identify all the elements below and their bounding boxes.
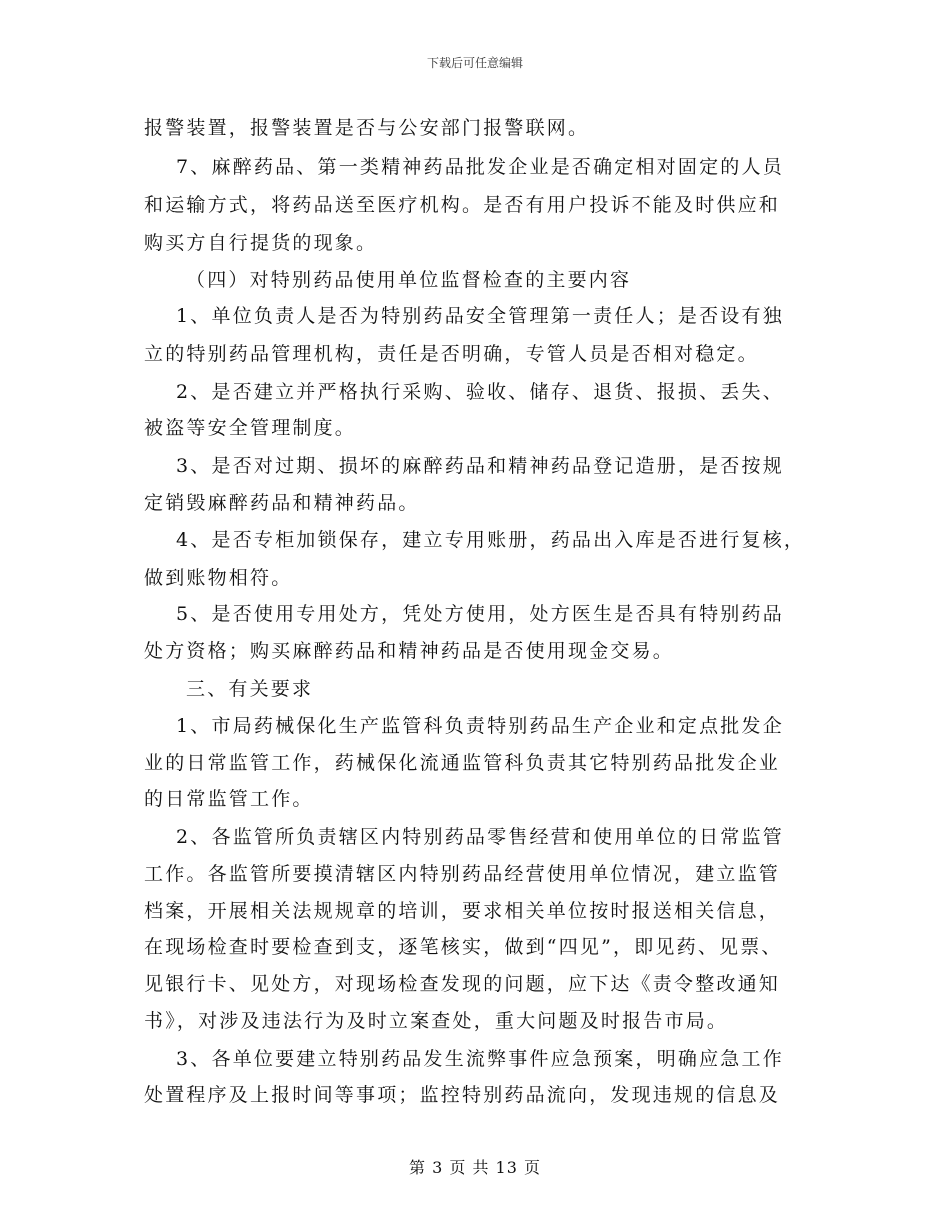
text-line: 1、单位负责人是否为特别药品安全管理第一责任人；是否设有独 <box>176 305 784 327</box>
text-line: 业的日常监管工作，药械保化流通监管科负责其它特别药品批发企业 <box>144 752 781 774</box>
text-line: 档案，开展相关法规规章的培训，要求相关单位按时报送相关信息， <box>144 900 781 922</box>
text-line: 被盗等安全管理制度。 <box>144 417 357 439</box>
text-line: 和运输方式，将药品送至医疗机构。是否有用户投诉不能及时供应和 <box>144 194 781 216</box>
page-number: 第 3 页 共 13 页 <box>409 1158 541 1177</box>
text-line: 2、各监管所负责辖区内特别药品零售经营和使用单位的日常监管 <box>176 826 784 848</box>
text-line: 4、是否专柜加锁保存，建立专用账册，药品出入库是否进行复核， <box>176 529 806 551</box>
text-line: 处方资格；购买麻醉药品和精神药品是否使用现金交易。 <box>144 640 675 662</box>
text-line: 工作。各监管所要摸清辖区内特别药品经营使用单位情况，建立监管 <box>144 863 781 885</box>
text-line: 立的特别药品管理机构，责任是否明确，专管人员是否相对稳定。 <box>144 343 759 365</box>
text-line: 在现场检查时要检查到支，逐笔核实，做到“四见”，即见药、见票、 <box>144 936 783 958</box>
text-line: 1、市局药械保化生产监管科负责特别药品生产企业和定点批发企 <box>176 715 784 737</box>
text-line: 处置程序及上报时间等事项；监控特别药品流向，发现违规的信息及 <box>144 1084 781 1106</box>
text-line: 5、是否使用专用处方，凭处方使用，处方医生是否具有特别药品 <box>176 603 784 625</box>
text-line: 3、各单位要建立特别药品发生流弊事件应急预案，明确应急工作 <box>176 1048 784 1070</box>
text-line: 3、是否对过期、损坏的麻醉药品和精神药品登记造册，是否按规 <box>176 455 784 477</box>
section-heading: （四）对特别药品使用单位监督检查的主要内容 <box>186 269 632 291</box>
text-line: 见银行卡、见处方，对现场检查发现的问题，应下达《责令整改通知 <box>144 973 781 995</box>
page-header: 下载后可任意编辑 <box>426 56 523 70</box>
text-line: 的日常监管工作。 <box>144 788 314 810</box>
text-line: 定销毁麻醉药品和精神药品。 <box>144 492 420 514</box>
section-heading: 三、有关要求 <box>186 678 314 700</box>
text-line: 购买方自行提货的现象。 <box>144 232 378 254</box>
text-line: 书》，对涉及违法行为及时立案查处，重大问题及时报告市局。 <box>144 1010 729 1032</box>
text-line: 2、是否建立并严格执行采购、验收、储存、退货、报损、丢失、 <box>176 381 784 403</box>
text-line: 报警装置，报警装置是否与公安部门报警联网。 <box>144 117 590 139</box>
text-line: 7、麻醉药品、第一类精神药品批发企业是否确定相对固定的人员 <box>176 156 784 178</box>
text-line: 做到账物相符。 <box>144 567 293 589</box>
